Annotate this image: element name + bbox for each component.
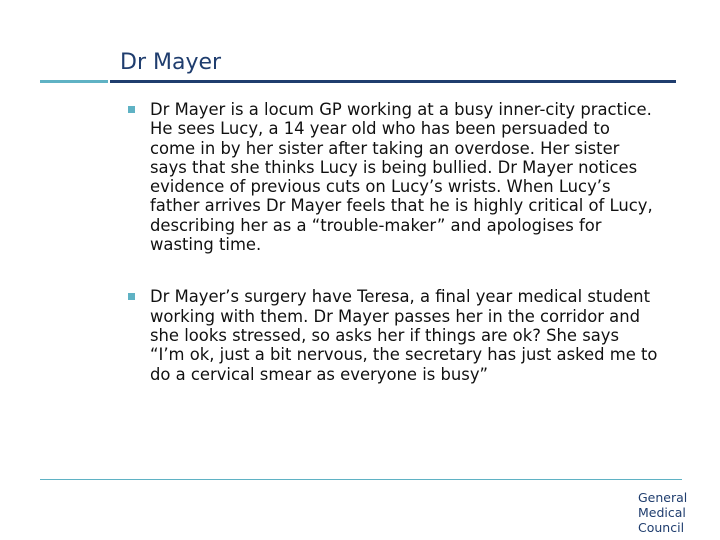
bullet-text: Dr Mayer is a locum GP working at a busy inner-city practice. He sees Lucy, a 14 year old who has been persuaded to come in by her sister after taking an overdose. Her sister says that she thinks Lucy is being bullied. Dr Mayer notices evidence of previous cuts on Lucy’s wrists. When Lucy’s father arrives Dr Mayer feels that he is highly critical of Lucy, describing her as a “trouble-maker” and apologises for wasting time.: [150, 100, 653, 255]
bullet-item: [128, 100, 658, 254]
bullet-list: [128, 100, 658, 384]
gmc-logo: [638, 490, 698, 535]
footer-rule: [40, 479, 682, 480]
slide-title: Dr Mayer: [120, 50, 222, 75]
square-bullet-icon: [128, 106, 135, 113]
logo-line: Council: [638, 520, 685, 535]
logo-line: General: [638, 490, 688, 505]
title-rule: [110, 80, 676, 83]
square-bullet-icon: [128, 293, 135, 300]
title-rule-accent: [40, 80, 108, 83]
logo-line: Medical: [638, 505, 686, 520]
bullet-text: Dr Mayer’s surgery have Teresa, a final year medical student working with them. Dr Mayer passes her in the corridor and she looks stressed, so asks her if things are ok? She says “I’m ok, just a bit nervous, the secretary has just asked me to do a cervical smear as everyone is busy”: [150, 287, 658, 384]
bullet-item: [128, 287, 658, 383]
